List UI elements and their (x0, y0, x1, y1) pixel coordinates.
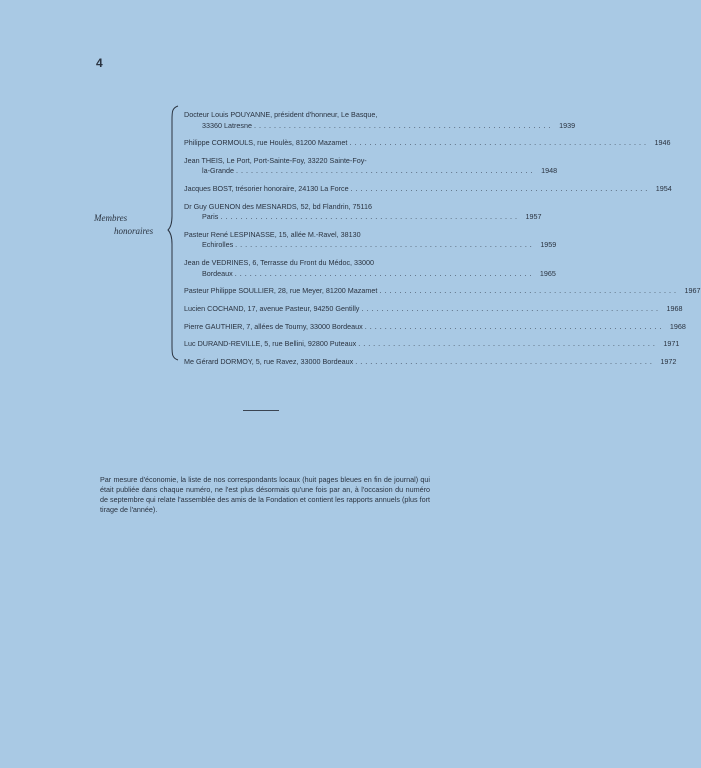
entry-name-line: Jean de VEDRINES, 6, Terrasse du Front du Médoc, 33000 (184, 258, 375, 268)
dot-leader: . . . . . . . . . . . . . . . . . . . . . . . . . . . . . . . . . . . . . . . . . . . . . . . . . . . . . . . . . . . . (350, 184, 648, 194)
entry-year: 1946 (654, 138, 671, 148)
entry-address-line: Echirolles (202, 240, 234, 250)
dot-leader: . . . . . . . . . . . . . . . . . . . . . . . . . . . . . . . . . . . . . . . . . . . . . . . . . . . . . . . . . . . . (361, 304, 659, 313)
list-item (184, 321, 686, 333)
entry-address-line: Paris (202, 212, 219, 222)
list-item (184, 304, 683, 315)
entry-name-line: Lucien COCHAND, 17, avenue Pasteur, 94250 Gentilly (184, 304, 360, 313)
entry-name-line: Philippe CORMOULS, rue Houlès, 81200 Mazamet (184, 138, 348, 148)
entry-year: 1971 (663, 339, 680, 349)
list-item (184, 110, 576, 131)
separator-line (243, 410, 279, 411)
honorary-members-list (184, 110, 701, 375)
entry-year: 1948 (541, 166, 558, 176)
list-item (184, 258, 556, 279)
entry-year: 1954 (655, 184, 672, 194)
entry-name-line: Luc DURAND-REVILLE, 5, rue Bellini, 92800 Puteaux (184, 339, 357, 349)
entry-year: 1972 (660, 357, 677, 367)
dot-leader: . . . . . . . . . . . . . . . . . . . . . . . . . . . . . . . . . . . . . . . . . . . . . . . . . . . . . . . . . . . . (355, 357, 653, 367)
list-item (184, 286, 701, 297)
dot-leader: . . . . . . . . . . . . . . . . . . . . . . . . . . . . . . . . . . . . . . . . . . . . . . . . . . . . . . . . . . . . (235, 166, 534, 176)
page-number: 4 (96, 56, 103, 70)
dot-leader: . . . . . . . . . . . . . . . . . . . . . . . . . . . . . . . . . . . . . . . . . . . . . . . . . . . . . . . . . . . . (234, 268, 532, 278)
entry-year: 1967 (684, 286, 701, 296)
dot-leader: . . . . . . . . . . . . . . . . . . . . . . . . . . . . . . . . . . . . . . . . . . . . . . . . . . . . . . . . . . . . (253, 120, 552, 130)
entry-address-line: la-Grande (202, 166, 234, 176)
entry-year: 1968 (666, 304, 683, 313)
entry-year: 1939 (559, 120, 576, 130)
entry-name-line: Pasteur René LESPINASSE, 15, allée M.-Ravel, 38130 (184, 229, 361, 239)
note-paragraph: Par mesure d'économie, la liste de nos correspondants locaux (huit pages bleues en fin de journal) qui était publiée dans chaque numéro, ne l'est plus désormais qu'une fois par an, à l'occasion du numéro de septembre qui relate l'assemblée des amis de la Fondation et contient les rapports annuels (plus fort tirage de l'année). (100, 475, 430, 514)
entry-name-line: Jean THEIS, Le Port, Port-Sainte-Foy, 33220 Sainte-Foy- (184, 155, 367, 165)
list-item (184, 201, 542, 223)
entry-name-line: Jacques BOST, trésorier honoraire, 24130 La Force (184, 184, 349, 194)
list-item (184, 357, 677, 368)
section-label (94, 212, 153, 238)
entry-name-line: Me Gérard DORMOY, 5, rue Ravez, 33000 Bordeaux (184, 357, 354, 367)
list-item (184, 339, 680, 350)
list-item (184, 138, 671, 149)
section-label-line2: honoraires (114, 226, 154, 236)
entry-address-line: 33360 Latresne (202, 120, 252, 130)
dot-leader: . . . . . . . . . . . . . . . . . . . . . . . . . . . . . . . . . . . . . . . . . . . . . . . . . . . . . . . . . . . . (220, 212, 518, 222)
entry-name-line: Dr Guy GUENON des MESNARDS, 52, bd Flandrin, 75116 (184, 201, 373, 211)
list-item (184, 184, 672, 195)
list-item (184, 229, 557, 251)
list-item (184, 155, 558, 177)
entry-year: 1965 (539, 268, 556, 278)
entry-year: 1957 (525, 212, 542, 222)
curly-brace (168, 106, 180, 360)
entry-name-line: Pasteur Philippe SOULLIER, 28, rue Meyer, 81200 Mazamet (184, 286, 378, 296)
section-label-line1: Membres (94, 213, 128, 223)
entry-year: 1959 (540, 240, 557, 250)
entry-year: 1968 (669, 321, 686, 331)
entry-address-line: Bordeaux (202, 268, 233, 278)
dot-leader: . . . . . . . . . . . . . . . . . . . . . . . . . . . . . . . . . . . . . . . . . . . . . . . . . . . . . . . . . . . . (364, 321, 662, 331)
entry-name-line: Docteur Louis POUYANNE, président d'honneur, Le Basque, (184, 110, 378, 119)
dot-leader: . . . . . . . . . . . . . . . . . . . . . . . . . . . . . . . . . . . . . . . . . . . . . . . . . . . . . . . . . . . . (235, 240, 533, 250)
dot-leader: . . . . . . . . . . . . . . . . . . . . . . . . . . . . . . . . . . . . . . . . . . . . . . . . . . . . . . . . . . . . (349, 138, 647, 148)
entry-name-line: Pierre GAUTHIER, 7, allées de Tourny, 33000 Bordeaux (184, 321, 363, 331)
dot-leader: . . . . . . . . . . . . . . . . . . . . . . . . . . . . . . . . . . . . . . . . . . . . . . . . . . . . . . . . . . . . (379, 286, 677, 296)
dot-leader: . . . . . . . . . . . . . . . . . . . . . . . . . . . . . . . . . . . . . . . . . . . . . . . . . . . . . . . . . . . . (358, 339, 656, 349)
